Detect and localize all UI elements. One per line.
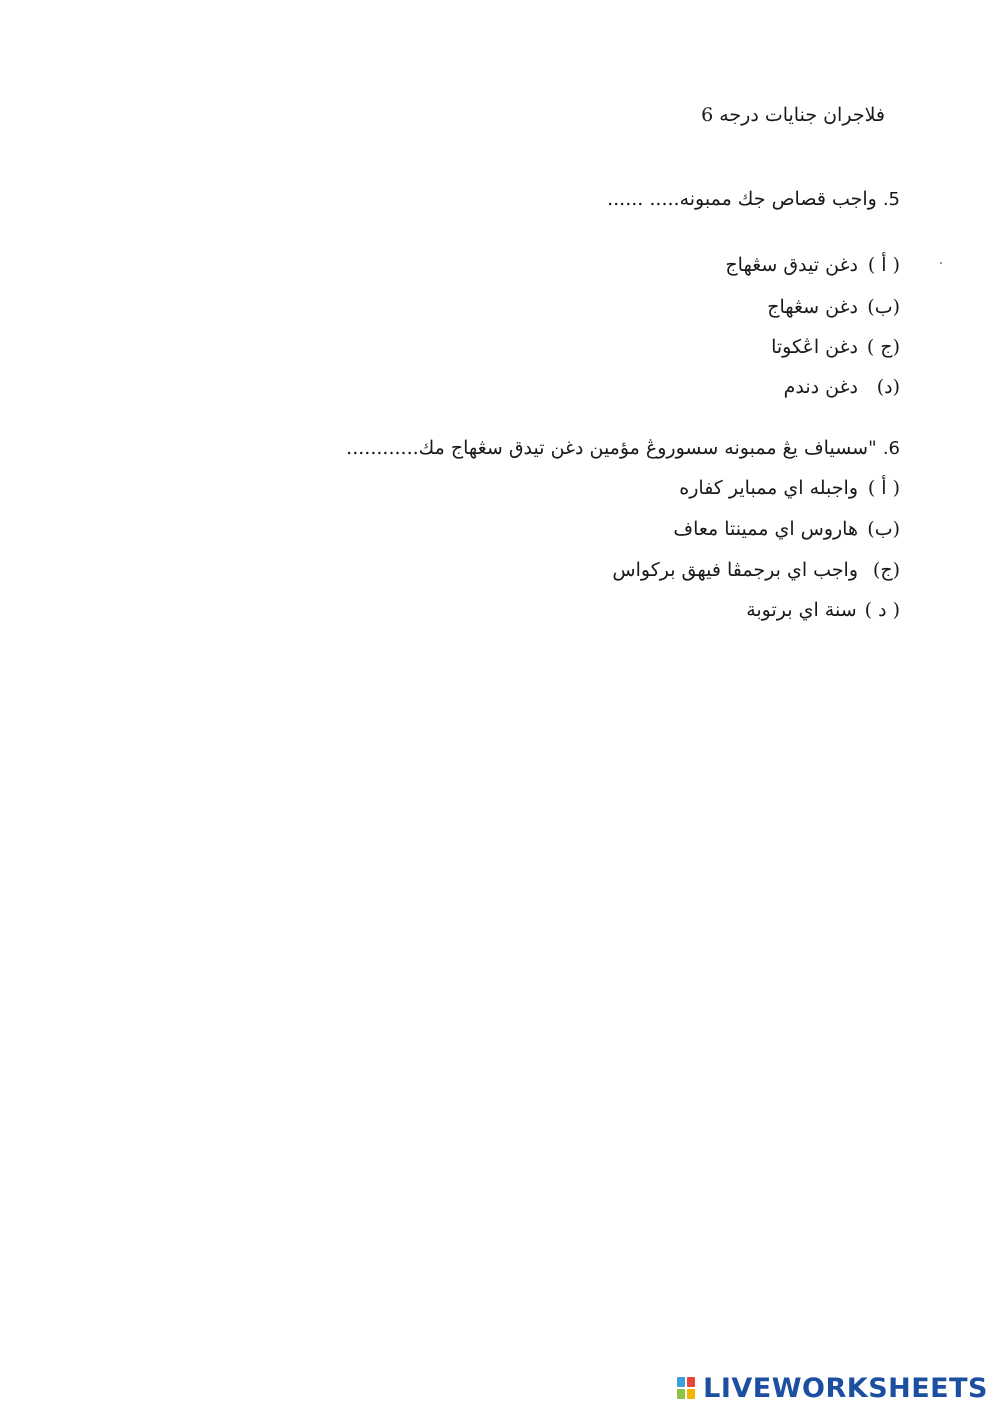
option-text: دغن سڠهاج <box>767 296 858 318</box>
option-letter: (ب) <box>867 296 900 318</box>
option-text: واجبله اي ممباير كفاره <box>679 477 858 499</box>
option-letter: (ب) <box>867 518 900 540</box>
option-letter: (د) <box>876 376 900 398</box>
question-6-number: 6. <box>882 438 900 459</box>
question-6-option-b[interactable] <box>673 518 900 540</box>
option-text: واجب اي برجمڤا فيهق بركواس <box>612 559 858 581</box>
question-5 <box>607 188 900 210</box>
liveworksheets-watermark <box>677 1373 988 1404</box>
question-5-option-b[interactable] <box>767 296 900 318</box>
question-5-text: واجب قصاص جك ممبونه..... ...... <box>607 188 877 210</box>
option-letter: ( د ) <box>864 599 900 621</box>
question-6-option-c[interactable] <box>612 559 900 581</box>
question-6-option-d[interactable] <box>746 599 900 621</box>
question-5-option-a[interactable] <box>725 254 900 276</box>
option-text: هاروس اي ممينتا معاف <box>673 518 858 540</box>
question-6-text: "سسياف يڠ ممبونه سسوروڠ مؤمين دغن تيدق سڠهاج مك............ <box>346 437 877 459</box>
question-5-number: 5. <box>882 189 900 210</box>
question-5-option-c[interactable] <box>771 336 900 358</box>
liveworksheets-logo-icon <box>677 1377 697 1401</box>
scan-speck <box>940 262 942 264</box>
option-letter: ( أ ) <box>867 254 900 276</box>
option-letter: ( أ ) <box>867 477 900 499</box>
brand-name: LIVEWORKSHEETS <box>703 1373 988 1404</box>
option-text: دغن تيدق سڠهاج <box>725 254 858 276</box>
option-letter: (ج ) <box>866 336 900 358</box>
option-letter: (ج) <box>872 559 900 581</box>
question-6-option-a[interactable] <box>679 477 900 499</box>
option-text: دغن اڠكوتا <box>771 336 858 358</box>
option-text: دغن دندم <box>783 376 858 398</box>
worksheet-title: فلاجران جنايات درجه 6 <box>701 104 885 126</box>
question-5-option-d[interactable] <box>784 376 900 398</box>
option-text: سنة اي برتوبة <box>746 599 857 621</box>
question-6 <box>346 437 900 459</box>
